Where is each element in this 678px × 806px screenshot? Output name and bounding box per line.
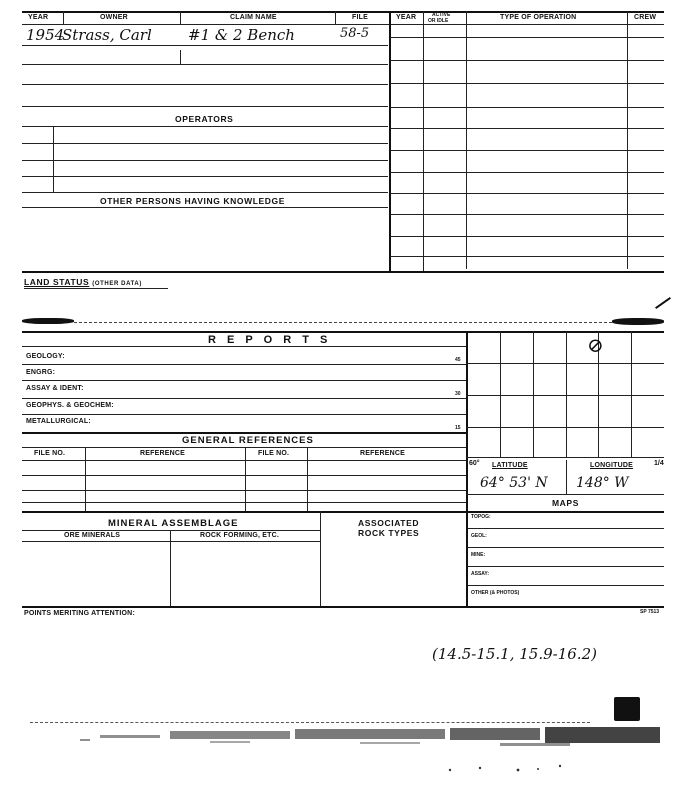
report-geology: GEOLOGY: — [26, 353, 65, 360]
latitude-label: LATITUDE — [492, 462, 528, 469]
op-year-header: YEAR — [396, 14, 417, 21]
report-geophys: GEOPHYS. & GEOCHEM: — [26, 402, 114, 409]
maps-line-3 — [466, 566, 664, 567]
bottom-dashed-line — [30, 722, 590, 723]
reports-top-dashed — [74, 322, 612, 323]
entry-file: 58-5 — [340, 26, 370, 41]
associated-line2: ROCK TYPES — [358, 528, 420, 538]
maps-mine: MINE: — [471, 552, 486, 558]
longitude-label: LONGITUDE — [590, 462, 634, 469]
maps-line-2 — [466, 547, 664, 548]
mineral-header-line — [22, 541, 320, 542]
maps-line-1 — [466, 528, 664, 529]
operators-line-5 — [22, 192, 388, 193]
grid-row-1 — [466, 363, 664, 364]
refs-row-3 — [22, 502, 466, 503]
top-border — [22, 11, 664, 13]
refs-header-line — [22, 460, 466, 461]
land-status-underline — [24, 288, 168, 289]
op-row-9 — [390, 214, 664, 215]
entry-claim-name: #1 & 2 Bench — [188, 26, 295, 44]
scan-dots — [440, 762, 590, 776]
scan-noise-specks — [80, 727, 660, 746]
other-persons-label: OTHER PERSONS HAVING KNOWLEDGE — [100, 196, 286, 206]
mineral-assemblage-title: MINERAL ASSEMBLAGE — [108, 518, 239, 529]
divider-owner-claim-row — [180, 50, 181, 64]
grid-col-1 — [500, 331, 501, 457]
maps-topog: TOPOG: — [471, 514, 491, 520]
op-row-6 — [390, 150, 664, 151]
op-year-divider — [423, 11, 424, 271]
report-assay-num: 30 — [455, 391, 461, 397]
associated-divider — [320, 511, 321, 606]
operators-line-3 — [22, 160, 388, 161]
grid-col-2 — [533, 331, 534, 457]
latitude-value: 64° 53' N — [480, 475, 548, 491]
reports-title-line — [22, 346, 466, 347]
operators-label: OPERATORS — [175, 114, 234, 124]
refs-row-2 — [22, 490, 466, 491]
general-references-title: GENERAL REFERENCES — [182, 435, 314, 446]
divider-year-owner — [63, 11, 64, 25]
associated-line1: ASSOCIATED — [358, 518, 420, 528]
report-assay: ASSAY & IDENT: — [26, 385, 84, 392]
reports-title: R E P O R T S — [208, 334, 332, 346]
scan-noise-band — [60, 725, 670, 755]
grid-row-3 — [466, 427, 664, 428]
scan-black-square — [614, 697, 640, 721]
mineral-title-line — [22, 530, 320, 531]
reports-right-divider — [466, 331, 468, 511]
claim-name-header: CLAIM NAME — [230, 14, 277, 21]
year-header: YEAR — [28, 14, 49, 21]
reference-header-2: REFERENCE — [360, 450, 405, 457]
active-header-line2: OR IDLE — [428, 18, 449, 24]
op-row-7 — [390, 172, 664, 173]
operators-line-4 — [22, 176, 388, 177]
lat-lon-divider — [566, 460, 567, 494]
report-metallurgical: METALLURGICAL: — [26, 418, 91, 425]
op-row-4 — [390, 107, 664, 108]
maps-line-4 — [466, 585, 664, 586]
op-active-divider — [466, 11, 467, 269]
report-line-2 — [22, 380, 466, 381]
reports-top-border — [22, 331, 664, 333]
general-references-title-line — [22, 447, 466, 448]
entry-owner: Strass, Carl — [62, 26, 152, 44]
type-of-operation-header: TYPE OF OPERATION — [500, 14, 577, 21]
maps-assay: ASSAY: — [471, 571, 490, 577]
form-code: SP 7513 — [640, 609, 660, 615]
grid-row-2 — [466, 395, 664, 396]
op-crew-divider — [627, 11, 628, 269]
report-geology-num: 45 — [455, 357, 461, 363]
grid-col-5 — [631, 331, 632, 457]
maps-other: OTHER (& PHOTOS) — [471, 590, 520, 596]
rock-forming-header: ROCK FORMING, ETC. — [200, 532, 280, 539]
mineral-col-divider — [170, 530, 171, 606]
handwritten-range-note: (14.5-15.1, 15.9-16.2) — [432, 645, 597, 663]
active-header-line1: ACTIVE — [432, 12, 451, 18]
maps-geol: GEOL: — [471, 533, 487, 539]
op-row-5 — [390, 128, 664, 129]
file-no-header-1: FILE NO. — [34, 450, 66, 457]
owner-row-line-4 — [22, 106, 388, 107]
crew-header: CREW — [634, 14, 657, 21]
header-divider — [22, 24, 664, 25]
operators-year-divider — [53, 126, 54, 192]
other-persons-line — [22, 207, 388, 208]
op-row-3 — [390, 83, 664, 84]
report-line-1 — [22, 364, 466, 365]
owner-row-line-1 — [22, 45, 388, 46]
main-vertical-divider — [389, 11, 391, 271]
owner-row-line-2 — [22, 64, 388, 65]
land-status-label: LAND STATUS (OTHER DATA) — [24, 277, 142, 287]
lat-left-mark: 60° — [469, 460, 480, 467]
operators-line-1 — [22, 126, 388, 127]
grid-row-4 — [466, 457, 664, 458]
op-row-1 — [390, 37, 664, 38]
mineral-bottom-border — [22, 606, 664, 608]
ore-minerals-header: ORE MINERALS — [64, 532, 121, 539]
scan-smudge-left — [22, 318, 74, 324]
refs-divider-2 — [245, 447, 246, 511]
report-line-5 — [22, 432, 466, 434]
refs-row-1 — [22, 475, 466, 476]
grid-circled-mark: ⊘ — [587, 333, 604, 357]
file-header: FILE — [352, 14, 368, 21]
refs-divider-3 — [307, 447, 308, 511]
op-row-11 — [390, 256, 664, 257]
lon-right-mark: 1/4 — [654, 460, 664, 467]
owner-header: OWNER — [100, 14, 128, 21]
op-row-2 — [390, 60, 664, 61]
points-meriting-attention-label: POINTS MERITING ATTENTION: — [24, 610, 135, 617]
scan-smudge-right — [612, 318, 664, 325]
file-no-header-2: FILE NO. — [258, 450, 290, 457]
op-row-8 — [390, 193, 664, 194]
divider-claim-file — [335, 11, 336, 25]
maps-title: MAPS — [552, 498, 579, 508]
grid-col-3 — [566, 331, 567, 457]
divider-owner-claim — [180, 11, 181, 25]
operators-line-2 — [22, 143, 388, 144]
report-line-3 — [22, 398, 466, 399]
mineral-right-divider — [466, 511, 468, 606]
owner-row-line-3 — [22, 84, 388, 85]
report-line-4 — [22, 414, 466, 415]
report-engrg: ENGRG: — [26, 369, 56, 376]
lat-lon-bottom — [466, 494, 664, 495]
refs-divider-1 — [85, 447, 86, 511]
land-status-top-border — [22, 271, 664, 273]
reference-header-1: REFERENCE — [140, 450, 185, 457]
op-row-10 — [390, 236, 664, 237]
refs-bottom-border — [22, 511, 664, 513]
report-metallurgical-num: 15 — [455, 425, 461, 431]
entry-year: 1954 — [26, 26, 65, 44]
longitude-value: 148° W — [576, 475, 629, 491]
scan-slash-mark — [655, 297, 671, 309]
